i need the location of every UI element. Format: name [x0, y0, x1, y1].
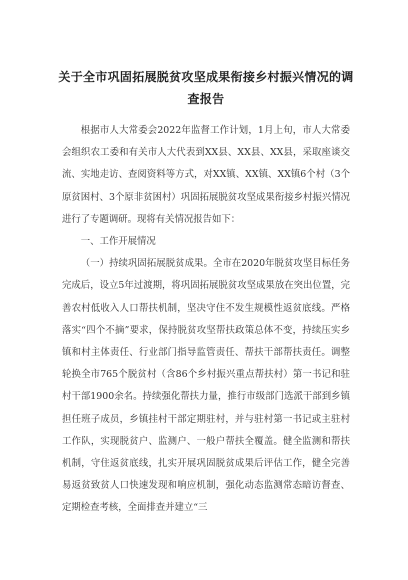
document-body	[62, 120, 350, 520]
subsection-label-1: （一）持续巩固拓展脱贫成果。	[80, 258, 213, 270]
intro-paragraph: 根据市人大常委会2022年监督工作计划，1月上旬，市人大常委会组织农工委和有关市人大代表到XX县、XX县、XX县，采取座谈交流、实地走访、查阅资料等方式，对XX镇、XX镇、XX镇6个村（3个原贫困村、3个原非贫困村）巩固拓展脱贫攻坚成果衔接乡村振兴情况进行了专题调研。现将有关情况报告如下：	[62, 125, 350, 225]
subsection-paragraph-1	[62, 253, 350, 519]
document-title: 关于全市巩固拓展脱贫攻坚成果衔接乡村振兴情况的调查报告	[58, 70, 354, 106]
subsection-text-1: 全市在2020年脱贫攻坚目标任务完成后，设立5年过渡期，将巩固拓展脱贫攻坚成果放在突出位置，完善农村低收入人口帮扶机制，坚决守住不发生规模性返贫底线。严格落实“四个不摘”要求，保持脱贫攻坚帮扶政策总体不变，持续压实乡镇和村主体责任、行业部门指导监管责任、帮扶干部帮扶责任。调整轮换全市765个脱贫村（含86个乡村振兴重点帮扶村）第一书记和驻村干部1900余名。持续强化帮扶力量，推行市级部门选派干部到乡镇担任班子成员，乡镇挂村干部定期驻村，并与驻村第一书记或主驻村工作队，实现脱贫户、监测户、一般户帮扶全覆盖。健全监测和帮扶机制，守住返贫底线，扎实开展巩固脱贫成果后评估工作，健全完善易返贫致贫人口快速发现和响应机制，强化动态监测常态暗访督查、定期检查考核，全面排查并建立“三	[62, 258, 350, 514]
section-heading-1: 一、工作开展情况	[80, 236, 156, 248]
